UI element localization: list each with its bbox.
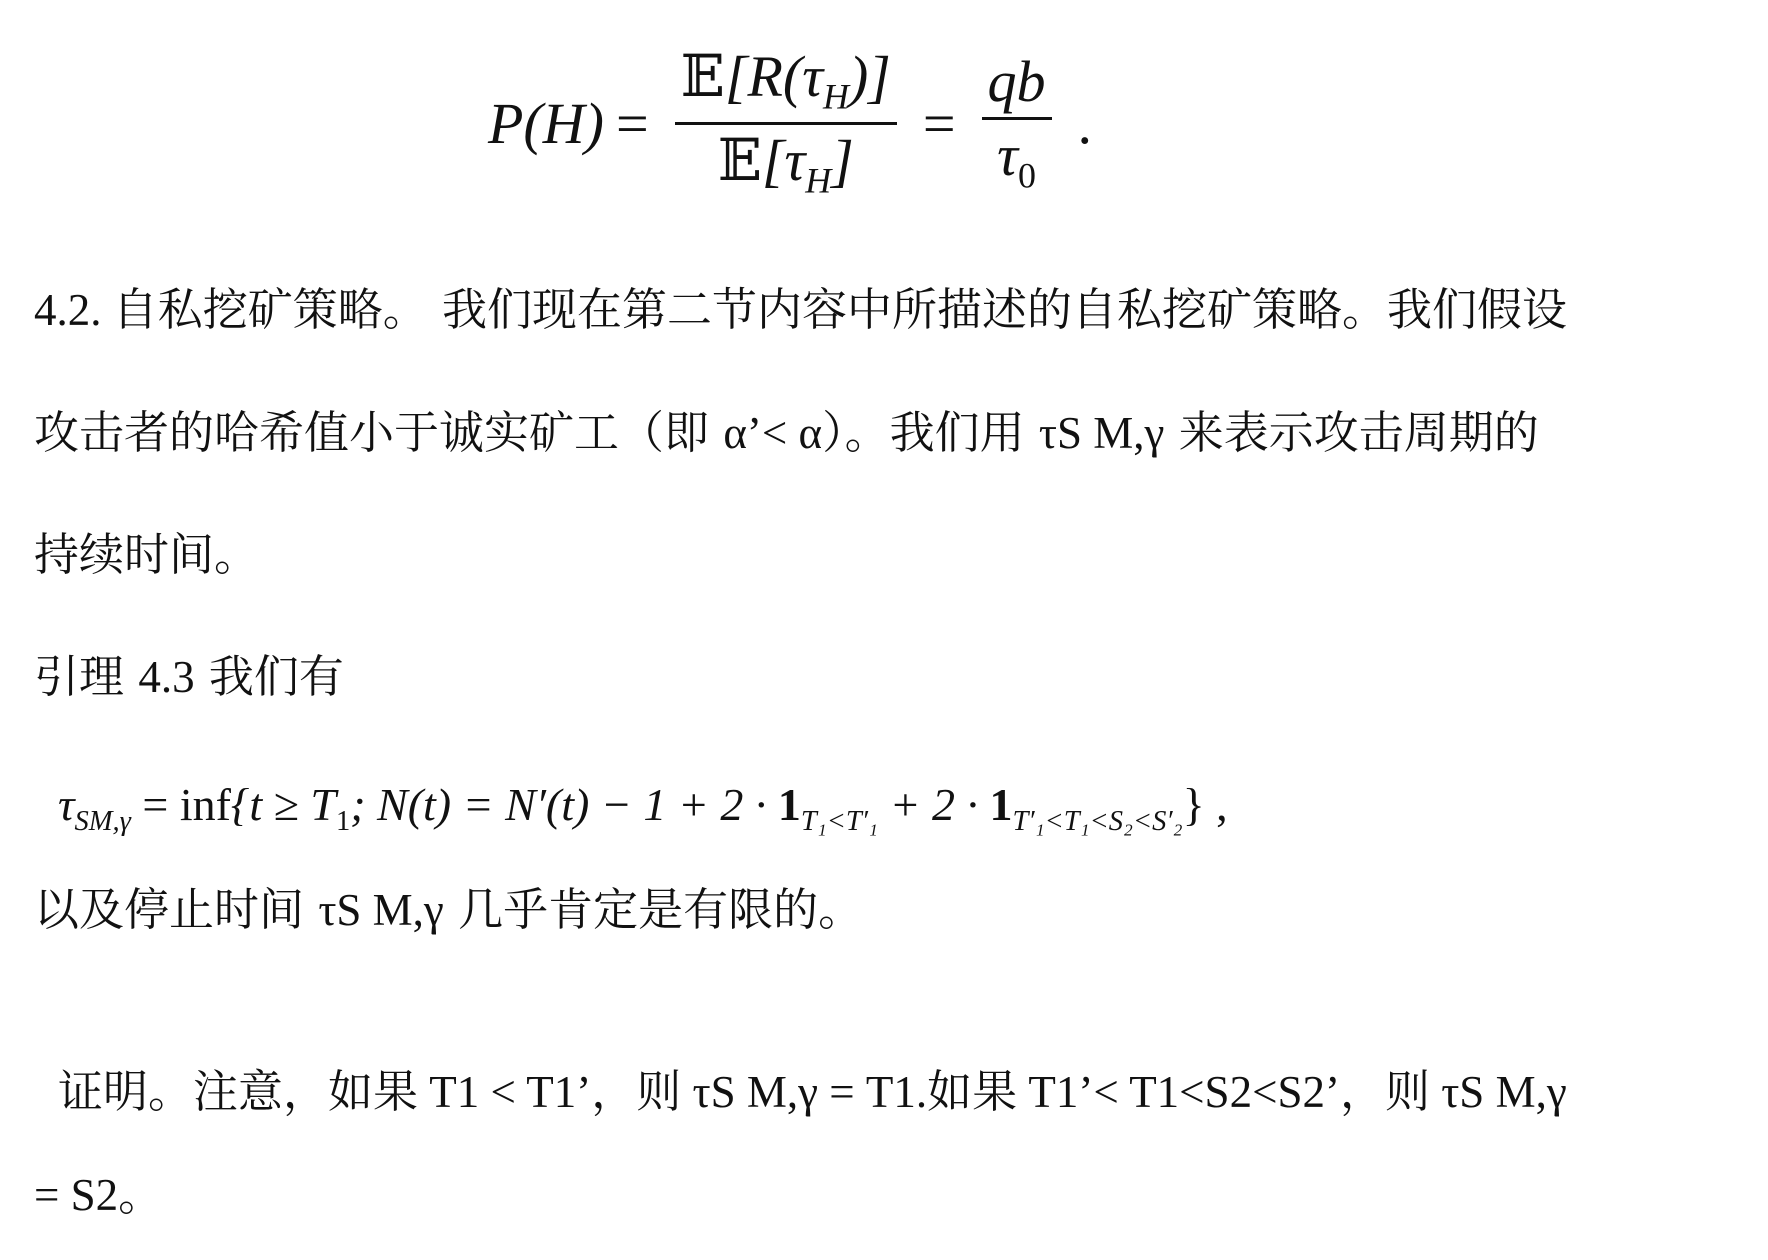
after-equation-line: 以及停止时间 τS M,γ 几乎肯定是有限的。 xyxy=(34,883,864,936)
section-line-1 xyxy=(34,280,1567,340)
equation-stopping-time: $\tau_{SM,\gamma} = inf\{t \ge T_1$; $N(t) = N'(t) - 1 + 2 \cdot 1_{T_1<T'_1} + 2 \cdot 1_{T'_1<T_1<S_2<S'_2}$} , xyxy=(58,779,1228,838)
indicator-one: 1 xyxy=(989,779,1013,830)
fraction-bar xyxy=(675,122,897,125)
section-line-2: 攻击者的哈希值小于诚实矿工（即 α’< α）。我们用 τS M,γ 来表示攻击周期的 xyxy=(34,406,1539,459)
eq1-lhs: P(H) xyxy=(488,90,604,156)
section-line-1-text: 自私挖矿策略。 我们现在第二节内容中所描述的自私挖矿策略。我们假设 xyxy=(112,283,1568,336)
eq1-fraction-2 xyxy=(982,50,1052,197)
eq1-period: . xyxy=(1077,90,1093,156)
proof-line-2: = S2。 xyxy=(34,1170,164,1220)
indicator-one: 1 xyxy=(777,779,801,830)
lemma-heading: 引理 4.3 我们有 xyxy=(34,650,344,703)
eq1-fraction-1 xyxy=(675,42,897,201)
eq1-frac2-numerator: qb xyxy=(987,48,1046,114)
eq1-frac1-denominator: $𝔼[\tau_H]$ xyxy=(717,125,854,201)
section-number: 4.2. xyxy=(34,285,102,335)
eq1-equals-1: = xyxy=(615,90,649,156)
eq1-equals-2: = xyxy=(922,90,956,156)
eq1-frac2-denominator: $\tau_0$ xyxy=(997,123,1036,196)
section-line-3: 持续时间。 xyxy=(34,528,260,581)
proof-line-1: 证明。注意，如果 T1 < T1’，则 τS M,γ = T1.如果 T1’< T1<S2<S2’，则 τS M,γ xyxy=(58,1067,1567,1117)
equation-expected-reward xyxy=(488,42,1104,201)
fraction-bar xyxy=(982,117,1052,120)
eq1-frac1-numerator: $𝔼[R(\tau_H)]$ xyxy=(680,42,891,117)
